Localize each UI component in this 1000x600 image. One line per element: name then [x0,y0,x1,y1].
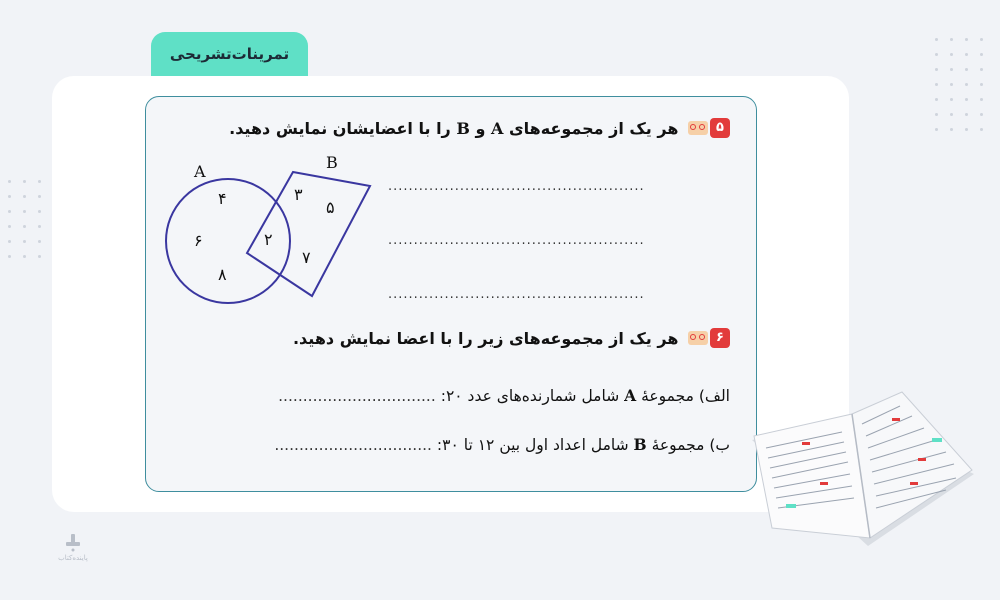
question-5-badge [688,117,730,138]
exercise-card [145,96,757,492]
decorative-dots-right [935,38,983,131]
answer-line: .................................................. [388,179,645,194]
part-a-colon: : [440,387,446,405]
answer-line: .................................................. [388,287,645,302]
question-5-heading [229,119,730,140]
venn-element: ۶ [194,231,203,250]
part-b-colon: : [436,436,443,454]
part-b-prefix: ب) مجموعهٔ [651,436,730,454]
part-b-set: B [633,435,647,454]
question-6-heading [293,329,730,350]
venn-element: ۲ [264,230,273,249]
venn-element: ۴ [218,189,227,208]
question-5-text-part2: را با اعضایشان نمایش دهید. [229,119,451,138]
venn-element: ۸ [218,265,227,284]
part-a-number: ۲۰ [445,387,463,405]
question-5-set-b: B [456,119,470,138]
open-book-image [742,378,982,558]
part-b-answer-dots: ................................ [274,436,432,454]
section-tab-label: تمرینات‌تشریحی [169,45,290,63]
venn-diagram [160,153,375,313]
section-tab [151,32,308,76]
part-a-set: A [624,386,637,405]
part-b-to: ۳۰ [442,436,459,454]
question-6-number: ۶ [710,328,730,348]
part-a-prefix: الف) مجموعهٔ [641,387,730,405]
question-5-set-a: A [490,119,504,138]
eyes-icon [688,121,708,135]
decorative-dots-left [8,180,41,258]
eyes-icon [688,331,708,345]
part-b-text: شامل اعداد اول بین [499,436,629,454]
question-5-conjunction: و [475,119,486,138]
venn-element: ۳ [294,185,303,204]
question-6-part-b [274,435,730,454]
part-a-text: شامل شمارنده‌های عدد [467,387,620,405]
question-6-text: هر یک از مجموعه‌های زیر را با اعضا نمایش دهید. [292,329,679,348]
venn-element: ۵ [326,198,335,217]
venn-element: ۷ [302,248,311,267]
part-b-from: ۱۲ [477,436,495,454]
question-5-text-part1: هر یک از مجموعه‌های [508,119,679,138]
question-5-number: ۵ [710,118,730,138]
brand-logo-text: پاینده‌کتاب [58,554,88,562]
venn-label-a: A [194,162,206,181]
question-6-part-a [278,386,730,405]
part-b-between: تا [463,436,473,454]
question-6-badge [688,327,730,348]
venn-label-b: B [326,153,338,172]
brand-logo [58,532,88,562]
answer-line: .................................................. [388,233,645,248]
brand-logo-icon [63,532,83,552]
part-a-answer-dots: ................................ [278,387,436,405]
